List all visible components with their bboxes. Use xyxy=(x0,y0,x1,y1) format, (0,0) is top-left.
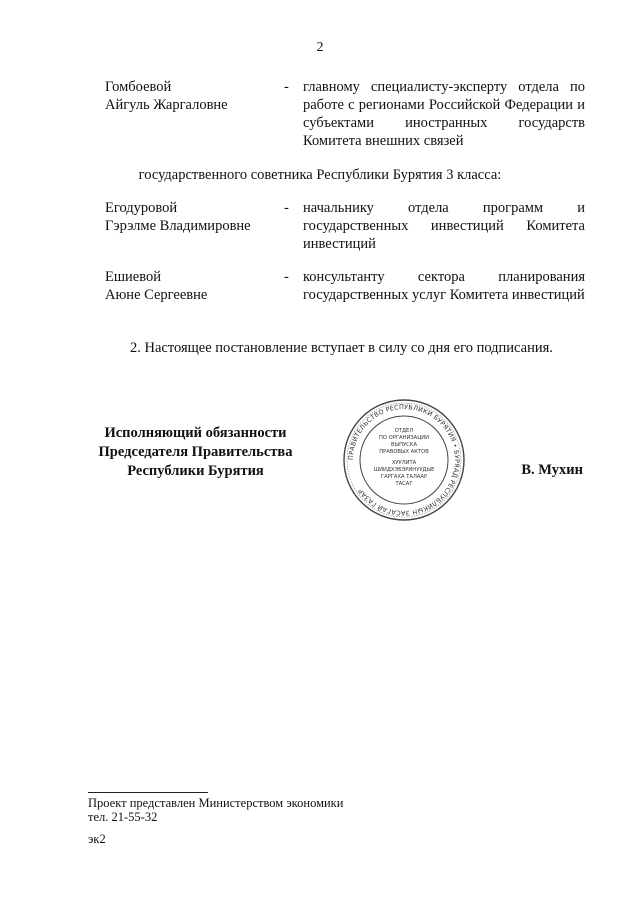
signatory-name: В. Мухин xyxy=(521,462,583,478)
official-seal-icon xyxy=(342,398,466,522)
page-number: 2 xyxy=(316,40,324,55)
seal-inner-line: ПО ОРГАНИЗАЦИИ xyxy=(378,435,430,441)
signatory-title-line: Республики Бурятия xyxy=(127,463,264,479)
given-names: Гэрэлме Владимировне xyxy=(105,218,251,234)
appointment-entry-egodurova xyxy=(105,199,585,255)
footnote-project-note: Проект представлен Министерством экономики xyxy=(88,796,344,810)
seal-inner-line: ТАСАГ xyxy=(395,481,413,487)
signatory-title xyxy=(88,424,303,481)
person-name xyxy=(105,199,280,235)
footnote-phone: тел. 21-55-32 xyxy=(88,810,158,824)
footnote-code: эк2 xyxy=(88,832,106,846)
signatory-title-line: Исполняющий обязанности xyxy=(104,425,287,441)
appointment-entry-eshieva xyxy=(105,268,585,308)
seal-inner-line: ХУУЛИТА xyxy=(391,460,417,466)
signatory-title-line: Председателя Правительства xyxy=(98,444,293,460)
surname: Егодуровой xyxy=(105,200,178,216)
seal-inner-line: ПРАВОВЫХ АКТОВ xyxy=(379,449,429,455)
dash-separator: - xyxy=(284,269,289,285)
person-name xyxy=(105,78,280,114)
given-names: Аюне Сергеевне xyxy=(105,287,208,303)
seal-inner-line: ШИИДХЭБЭРИНУУДЫЕ xyxy=(373,467,435,473)
dash-separator: - xyxy=(284,79,289,95)
person-name xyxy=(105,268,280,304)
surname: Ешиевой xyxy=(105,269,161,285)
seal-outer-text: ПРАВИТЕЛЬСТВО РЕСПУБЛИКИ БУРЯТИЯ • БУРЯАД РЕСПУБЛИКЫН ЗАСАГАЙ ГАЗАР xyxy=(346,402,462,518)
position-text: начальнику отдела программ и государственных инвестиций Комитета инвестиций xyxy=(303,200,585,252)
seal-inner-line: ГАРГАХА ТАЛААР xyxy=(380,474,428,480)
position-text: главному специалисту-эксперту отдела по работе с регионами Российской Федерации и субъектами иностранных государств Комитета внешних связей xyxy=(303,79,585,149)
paragraph-effective-date: 2. Настоящее постановление вступает в силу со дня его подписания. xyxy=(130,340,553,356)
seal-inner-line: ОТДЕЛ xyxy=(394,428,414,434)
surname: Гомбоевой xyxy=(105,79,172,95)
seal-inner-line: ВЫПУСКА xyxy=(390,442,418,448)
dash-separator: - xyxy=(284,200,289,216)
position-text: консультанту сектора планирования государственных услуг Комитета инвестиций xyxy=(303,269,585,303)
appointment-entry-gomboeva xyxy=(105,78,585,150)
footnote-divider xyxy=(88,792,208,793)
rank-heading: государственного советника Республики Бурятия 3 класса: xyxy=(138,167,502,183)
given-names: Айгуль Жаргаловне xyxy=(105,97,228,113)
